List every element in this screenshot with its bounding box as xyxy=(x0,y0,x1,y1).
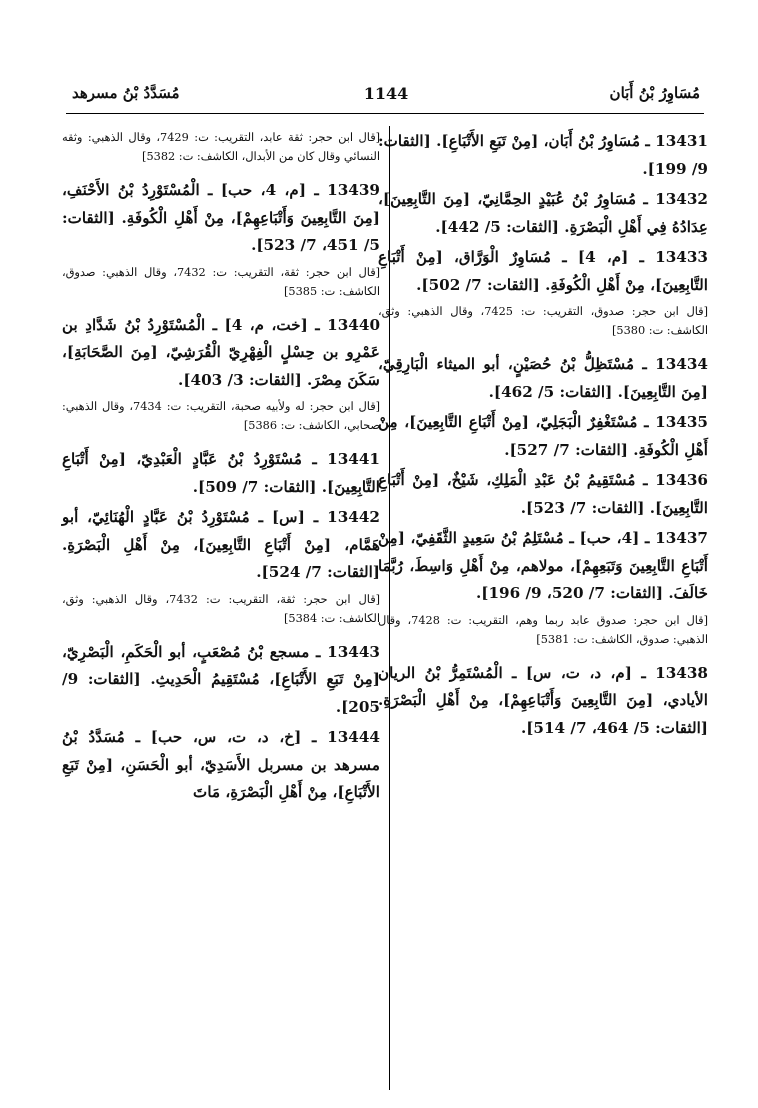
note-13438: [قال ابن حجر: ثقة عابد، التقريب: ت: 7429، وقال الذهبي: وثقه النسائي وقال كان من الأبدال، الكاشف: ت: 5382] xyxy=(62,131,380,163)
entry-13440: 13440 ـ [خت، م، 4] ـ الْمُسْتَوْرِدُ بْنُ شَدَّادِ بن عَمْرِو بن حِسْلٍ الْفِهْرِيّ الْقُرَشِيّ، [مِنَ الصَّحَابَةِ]، سَكَنَ مِصْرَ. [الثقات: 3/ 403]. xyxy=(62,315,381,389)
note-13437: [قال ابن حجر: صدوق عابد ربما وهم، التقريب: ت: 7428، وقال الذهبي: صدوق، الكاشف: ت: 5381] xyxy=(378,613,708,646)
entry-13433: 13433 ـ [م، 4] ـ مُسَاوِرٌ الْوَرَّاق، [مِنْ أَتْبَاعِ التَّابِعِينَ]، مِنْ أَهْلِ الْكُوفَةِ. [الثقات: 7/ 502]. xyxy=(378,248,708,294)
running-head-left: مُسَدَّدُ بْنُ مسرهد xyxy=(72,84,180,102)
left-column xyxy=(62,128,380,810)
note-13440: [قال ابن حجر: له ولأبيه صحبة، التقريب: ت: 7434، وقال الذهبي: صحابي، الكاشف: ت: 5386] xyxy=(62,400,381,432)
entry-13435: 13435 ـ مُسْتَغْفِرٌ الْبَجَلِيّ، [مِنْ أَتْبَاعِ التَّابِعِينَ]، مِنْ أَهْلِ الْكُوفَةِ. [الثقات: 7/ 527]. xyxy=(378,413,708,459)
entry-13432: 13432 ـ مُسَاوِرُ بْنُ عُبَيْدٍ الحِمَّانِيّ، [مِنَ التَّابِعِينَ]، عِدَادُهُ فِي أَهْلِ الْبَصْرَةِ. [الثقات: 5/ 442]. xyxy=(378,190,708,236)
entry-13436: 13436 ـ مُسْتَقِيمُ بْنُ عَبْدِ الْمَلِكِ، شَيْخٌ، [مِنْ أَتْبَاعِ التَّابِعِينَ]. [الثقات: 7/ 523]. xyxy=(378,471,708,517)
entry-13431: 13431 ـ مُسَاوِرُ بْنُ أَبَان، [مِنْ تَبَعِ الأَتْبَاعِ]. [الثقات: 9/ 199]. xyxy=(378,132,708,178)
entry-13443: 13443 ـ مسجع بْنُ مُصْعَبٍ، أبو الْحَكَمِ، الْبَصْرِيّ، [مِنْ تَبَعِ الأَتْبَاعِ]، مُسْتَقِيمُ الْحَدِيثِ. [الثقات: 9/ 205]. xyxy=(62,642,380,716)
header-rule xyxy=(66,113,704,114)
entry-13444: 13444 ـ [خ، د، ت، س، حب] ـ مُسَدَّدُ بْنُ مسرهد بن مسربل الأَسَدِيّ، أبو الْحَسَنِ، [مِنْ تَبَعِ الأَتْبَاعِ]، مِنْ أَهْلِ الْبَصْرَةِ، مَاتَ xyxy=(62,728,380,801)
page-header xyxy=(72,84,700,112)
page-number: 1144 xyxy=(363,84,409,103)
note-13442: [قال ابن حجر: ثقة، التقريب: ت: 7432، وقال الذهبي: وثق، الكاشف: ت: 5384] xyxy=(62,592,380,625)
entry-13437: 13437 ـ [4، حب] ـ مُسْتَلِمُ بْنُ سَعِيدٍ الثَّقَفِيّ، [مِنْ أَتْبَاعِ التَّابِعِينَ وَتَبَعِهِمْ]، مولاهم، مِنْ أَهْلِ وَاسِطَ، رُبَّمَا خَالَفَ. [الثقات: 7/ 520، 9/ 196]. xyxy=(378,529,708,602)
note-13433: [قال ابن حجر: صدوق، التقريب: ت: 7425، وقال الذهبي: وثق، الكاشف: ت: 5380] xyxy=(378,305,708,337)
note-13439: [قال ابن حجر: ثقة، التقريب: ت: 7432، وقال الذهبي: صدوق، الكاشف: ت: 5385] xyxy=(62,265,380,298)
right-column xyxy=(378,128,708,745)
entry-13442: 13442 ـ [س] ـ مُسْتَوْرِدُ بْنُ عَبَّادٍ الْهُنَائِيّ، أبو هَمَّام، [مِنْ أَتْبَاعِ التَّابِعِينَ]، مِنْ أَهْلِ الْبَصْرَةِ. [الثقات: 7/ 524]. xyxy=(62,508,380,581)
entry-13438: 13438 ـ [م، د، ت، س] ـ الْمُسْتَمِرُّ بْنُ الريان الأيادي، [مِنَ التَّابِعِينَ وَأَتْبَاعِهِمْ]، مِنْ أَهْلِ الْبَصْرَةِ. [الثقات: 5/ 464، 7/ 514]. xyxy=(378,663,708,737)
entry-13439: 13439 ـ [م، 4، حب] ـ الْمُسْتَوْرِدُ بْنُ الأَحْنَفِ، [مِنَ التَّابِعِينَ وَأَتْبَاعِهِمْ]، مِنْ أَهْلِ الْكُوفَةِ. [الثقات: 5/ 451، 7/ 523]. xyxy=(62,181,380,254)
running-head-right: مُسَاوِرُ بْنُ أَبَان xyxy=(609,84,700,102)
entry-13441: 13441 ـ مُسْتَوْرِدُ بْنُ عَبَّادٍ الْعَبْدِيّ، [مِنْ أَتْبَاعِ التَّابِعِينَ]. [الثقات: 7/ 509]. xyxy=(62,450,380,496)
entry-13434: 13434 ـ مُسْتَظِلُّ بْنُ حُصَيْنٍ، أبو الميثاء الْبَارِقِيّ، [مِنَ التَّابِعِينَ]. [الثقات: 5/ 462]. xyxy=(378,355,708,401)
